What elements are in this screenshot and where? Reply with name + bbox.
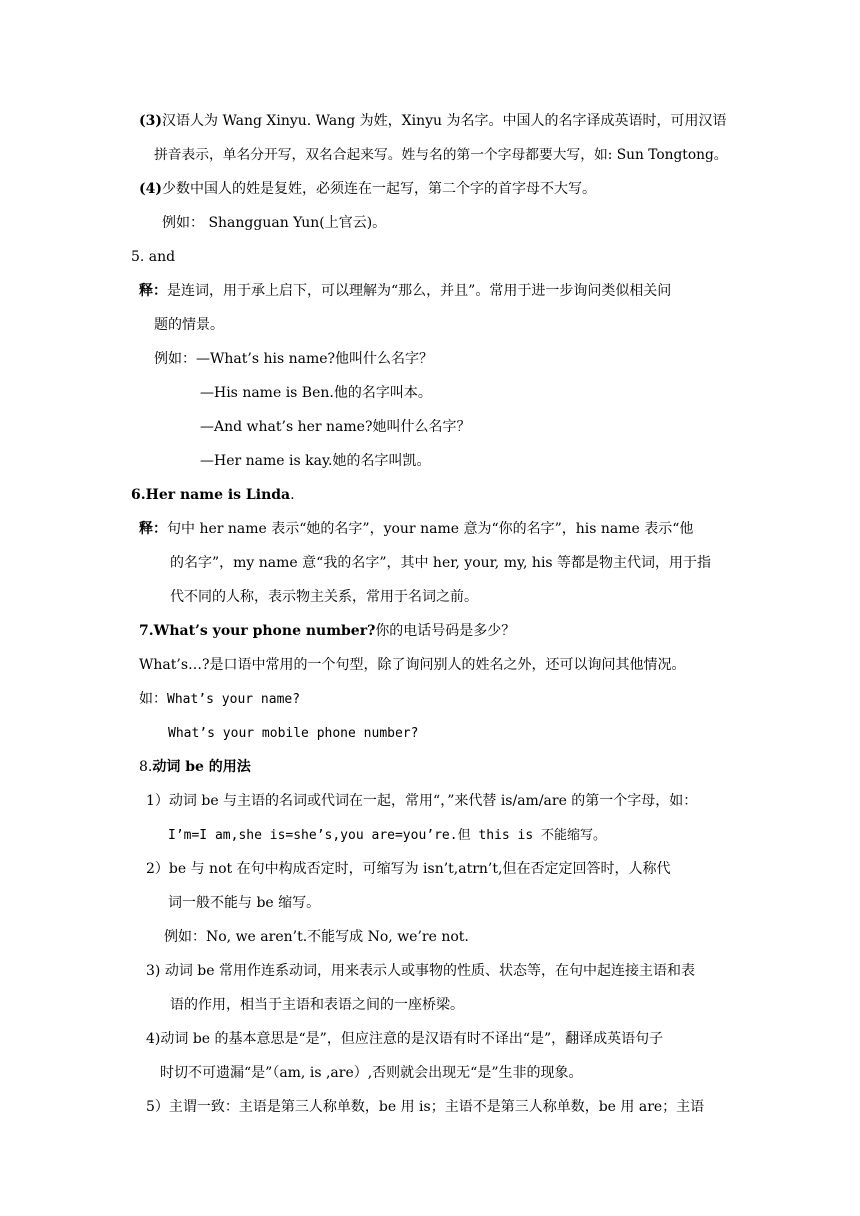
- text-line: 词一般不能与 be 缩写。: [168, 895, 321, 911]
- text-line: 如：What’s your name?: [139, 691, 301, 707]
- text-line: 1）动词 be 与主语的名词或代词在一起，常用“，”来代替 is/am/are 的第一个字母，如：: [146, 793, 698, 809]
- text-line: —His name is Ben.他的名字叫本。: [200, 385, 432, 401]
- text-line: 2）be 与 not 在句中构成否定时，可缩写为 isn’t,atrn’t,但在否定定回答时，人称代: [146, 861, 671, 877]
- text-line: —And what’s her name?她叫什么名字？: [200, 419, 471, 435]
- text-line: 释：句中 her name 表示“她的名字”，your name 意为“你的名字”，his name 表示“他: [139, 521, 694, 537]
- text-line: 5）主谓一致：主语是第三人称单数，be 用 is；主语不是第三人称单数，be 用 are；主语: [146, 1099, 705, 1115]
- text-line: —Her name is kay.她的名字叫凯。: [200, 453, 431, 469]
- text-line: 例如：—What’s his name?他叫什么名字？: [154, 351, 434, 367]
- text-line: 语的作用，相当于主语和表语之间的一座桥梁。: [170, 997, 464, 1013]
- text-line: 的名字”，my name 意“我的名字”，其中 her, your, my, his 等都是物主代词，用于指: [170, 555, 712, 571]
- text-line: 4)动词 be 的基本意思是“是”，但应注意的是汉语有时不译出“是”，翻译成英语句子: [146, 1031, 664, 1047]
- text-line: 释：是连词，用于承上启下，可以理解为“那么，并且”。常用于进一步询问类似相关问: [139, 283, 672, 299]
- section-heading: 7.What’s your phone number?你的电话号码是多少？: [139, 623, 516, 639]
- text-line: What’s…?是口语中常用的一个句型，除了询问别人的姓名之外，还可以询问其他情况。: [139, 657, 686, 673]
- text-line: 代不同的人称，表示物主关系，常用于名词之前。: [170, 589, 478, 605]
- section-heading: 6.Her name is Linda.: [131, 487, 295, 503]
- section-heading: 5. and: [131, 249, 176, 265]
- text-line: 题的情景。: [154, 317, 224, 333]
- text-line: 拼音表示，单名分开写，双名合起来写。姓与名的第一个字母都要大写，如: Sun Tongtong。: [154, 147, 728, 163]
- section-heading: 8.动词 be 的用法: [139, 759, 251, 775]
- text-line: (4)少数中国人的姓是复姓，必须连在一起写，第二个字的首字母不大写。: [139, 181, 596, 197]
- text-line: What’s your mobile phone number?: [168, 726, 419, 741]
- text-line: (3)汉语人为 Wang Xinyu. Wang 为姓，Xinyu 为名字。中国人的名字译成英语时，可用汉语: [139, 113, 727, 129]
- text-line: 例如：No, we aren’t.不能写成 No, we’re not.: [164, 929, 469, 945]
- text-line: 时切不可遗漏“是”（am, is ,are）,否则就会出现无“是”生非的现象。: [160, 1065, 583, 1081]
- text-line: 例如： Shangguan Yun(上官云)。: [162, 215, 387, 231]
- text-line: I’m=I am,she is=she’s,you are=you’re.但 this is 不能缩写。: [168, 828, 607, 843]
- text-line: 3) 动词 be 常用作连系动词，用来表示人或事物的性质、状态等，在句中起连接主语和表: [146, 963, 695, 979]
